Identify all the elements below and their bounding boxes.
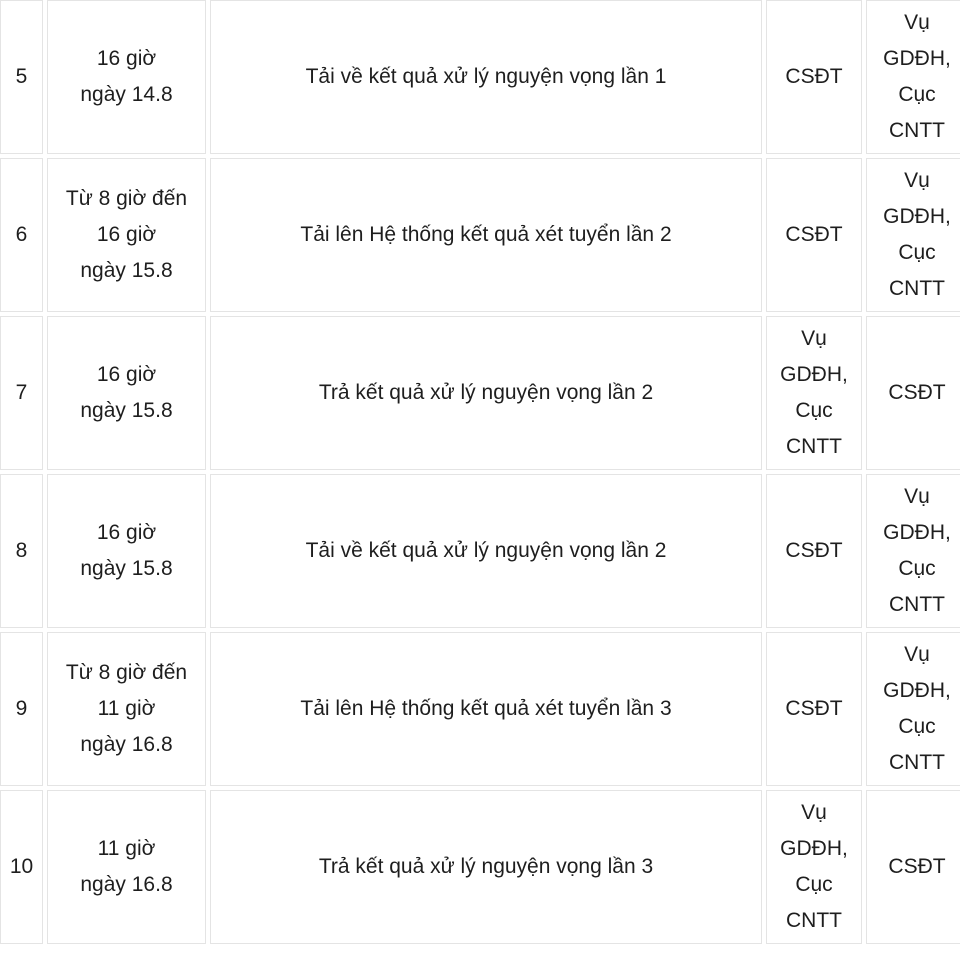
table-row	[0, 790, 960, 944]
task-cell	[210, 316, 762, 470]
time-line: Từ 8 giờ đến	[65, 661, 188, 684]
row-number-text: 5	[15, 65, 28, 88]
row-number-cell	[0, 790, 43, 944]
task-cell	[210, 474, 762, 628]
coordinate-line: Cục	[898, 241, 936, 264]
task-text: Tải lên Hệ thống kết quả xét tuyển lần 2	[300, 223, 672, 246]
row-number-text: 9	[15, 697, 28, 720]
coordinate-line: Vụ	[904, 485, 930, 508]
table-row	[0, 316, 960, 470]
time-line: Từ 8 giờ đến	[65, 187, 188, 210]
coordinate-line: Vụ	[904, 643, 930, 666]
responsible-line: CNTT	[786, 909, 842, 932]
row-number-cell	[0, 158, 43, 312]
responsible-cell	[766, 632, 862, 786]
coordinate-line: Cục	[898, 557, 936, 580]
time-line: 16 giờ	[96, 363, 157, 386]
time-line: 11 giờ	[97, 697, 156, 720]
responsible-line: CSĐT	[785, 223, 843, 246]
task-cell	[210, 158, 762, 312]
responsible-cell	[766, 0, 862, 154]
task-text: Tải lên Hệ thống kết quả xét tuyển lần 3	[300, 697, 672, 720]
responsible-line: Vụ	[801, 327, 827, 350]
coordinate-line: CNTT	[889, 593, 945, 616]
coordinate-line: Cục	[898, 83, 936, 106]
coordinate-line: CNTT	[889, 277, 945, 300]
coordinate-line: GDĐH,	[883, 205, 951, 228]
row-number-cell	[0, 0, 43, 154]
row-number-text: 10	[9, 855, 34, 878]
coordinate-line: GDĐH,	[883, 679, 951, 702]
coordinate-line: CSĐT	[888, 855, 946, 878]
coordinate-line: CNTT	[889, 751, 945, 774]
coordinate-line: Cục	[898, 715, 936, 738]
time-cell	[47, 474, 206, 628]
time-line: ngày 14.8	[80, 83, 173, 106]
responsible-line: CSĐT	[785, 697, 843, 720]
time-line: ngày 15.8	[80, 259, 173, 282]
time-cell	[47, 632, 206, 786]
time-cell	[47, 316, 206, 470]
coordinate-line: GDĐH,	[883, 521, 951, 544]
responsible-line: Cục	[795, 873, 833, 896]
responsible-cell	[766, 474, 862, 628]
row-number-cell	[0, 474, 43, 628]
coordinate-line: CSĐT	[888, 381, 946, 404]
time-cell	[47, 790, 206, 944]
table-row	[0, 158, 960, 312]
row-number-cell	[0, 316, 43, 470]
time-line: ngày 16.8	[80, 873, 173, 896]
table-row	[0, 0, 960, 154]
responsible-line: CSĐT	[785, 65, 843, 88]
time-line: 16 giờ	[96, 223, 157, 246]
time-cell	[47, 0, 206, 154]
task-text: Trả kết quả xử lý nguyện vọng lần 2	[318, 381, 654, 404]
coordinate-line: Vụ	[904, 11, 930, 34]
time-cell	[47, 158, 206, 312]
time-line: 16 giờ	[96, 521, 157, 544]
row-number-text: 7	[15, 381, 28, 404]
task-text: Tải về kết quả xử lý nguyện vọng lần 1	[305, 65, 667, 88]
task-cell	[210, 790, 762, 944]
row-number-text: 8	[15, 539, 28, 562]
coordinate-line: Vụ	[904, 169, 930, 192]
responsible-line: CNTT	[786, 435, 842, 458]
responsible-line: GDĐH,	[780, 363, 848, 386]
responsible-cell	[766, 158, 862, 312]
coordinate-line: CNTT	[889, 119, 945, 142]
responsible-line: GDĐH,	[780, 837, 848, 860]
coordinate-line: GDĐH,	[883, 47, 951, 70]
task-cell	[210, 632, 762, 786]
coordinate-cell	[866, 316, 960, 470]
time-line: ngày 15.8	[80, 399, 173, 422]
table-row	[0, 474, 960, 628]
responsible-line: Cục	[795, 399, 833, 422]
responsible-line: Vụ	[801, 801, 827, 824]
coordinate-cell	[866, 0, 960, 154]
task-cell	[210, 0, 762, 154]
coordinate-cell	[866, 632, 960, 786]
time-line: 11 giờ	[97, 837, 156, 860]
time-line: ngày 15.8	[80, 557, 173, 580]
task-text: Tải về kết quả xử lý nguyện vọng lần 2	[305, 539, 667, 562]
time-line: 16 giờ	[96, 47, 157, 70]
task-text: Trả kết quả xử lý nguyện vọng lần 3	[318, 855, 654, 878]
coordinate-cell	[866, 790, 960, 944]
coordinate-cell	[866, 474, 960, 628]
responsible-line: CSĐT	[785, 539, 843, 562]
coordinate-cell	[866, 158, 960, 312]
responsible-cell	[766, 790, 862, 944]
row-number-text: 6	[15, 223, 28, 246]
time-line: ngày 16.8	[80, 733, 173, 756]
table-row	[0, 632, 960, 786]
row-number-cell	[0, 632, 43, 786]
responsible-cell	[766, 316, 862, 470]
